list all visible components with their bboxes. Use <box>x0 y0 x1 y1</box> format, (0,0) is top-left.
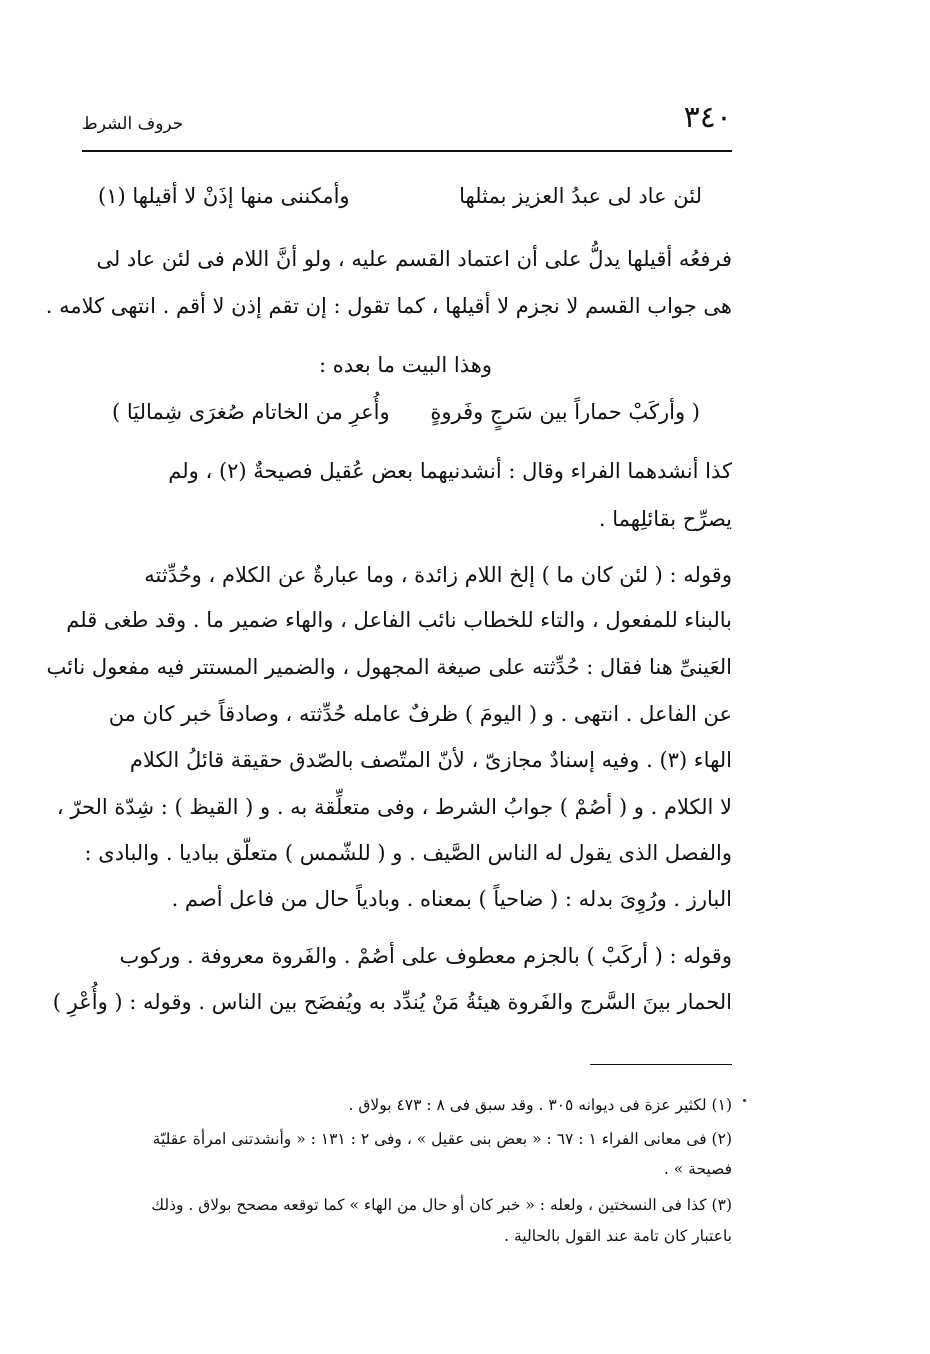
para3-line-2: بالبناء للمفعول ، والتاء للخطاب نائب الفاعل ، والهاء ضمير ما . وقد طغى قلم <box>66 608 732 632</box>
para3-line-6: لا الكلام . و ( أصُمْ ) جوابُ الشرط ، وفى متعلِّقة به . و ( القيظ ) : شِدّة الحرّ ، <box>56 795 732 819</box>
para4-line-1: وقوله : ( أركَبْ ) بالجزم معطوف على أصُمْ . والفَروة معروفة . وركوب <box>119 944 732 968</box>
para1-line-1: فرفعُه أقيلها يدلُّ على أن اعتماد القسم عليه ، ولو أنَّ اللام فى لئن عاد لى <box>96 247 732 271</box>
para2-line-1: كذا أنشدهما الفراء وقال : أنشدنيهما بعض عُقيل فصيحةٌ (٢) ، ولم <box>168 459 732 483</box>
verse1-first-hemistich: لئن عاد لى عبدُ العزيز بمثلها <box>459 184 702 208</box>
intro-line: وهذا البيت ما بعده : <box>318 353 492 377</box>
footnote-separator <box>590 1064 732 1065</box>
footnote-2-line-1: (٢) فى معانى الفراء ١ : ٦٧ : « بعض بنى عقيل » ، وفى ٢ : ١٣١ : « وأنشدتنى امرأة عقليّة <box>152 1130 732 1148</box>
para3-line-5: الهاء (٣) . وفيه إسنادٌ مجازىّ ، لأنّ المتّصف بالصّدق حقيقة قائلُ الكلام <box>129 748 732 772</box>
para3-line-4: عن الفاعل . انتهى . و ( اليومَ ) ظرفٌ عامله حُدِّثته ، وصادقاً خبر كان من <box>108 702 732 726</box>
page-header <box>82 100 732 152</box>
verse2-first-hemistich: ( وأركَبْ حماراً بين سَرجٍ وفَروةٍ <box>430 400 700 424</box>
footnote-3-line-2: باعتبار كان تامة عند القول بالحالية . <box>504 1227 732 1245</box>
para3-line-1: وقوله : ( لئن كان ما ) إلخ اللام زائدة ، وما عبارةٌ عن الكلام ، وحُدِّثته <box>144 563 732 587</box>
para1-line-2: هى جواب القسم لا نجزم لا أقيلها ، كما تقول : إن تقم إذن لا أقم . انتهى كلامه . <box>45 294 732 318</box>
verse2-second-hemistich: وأُعرِ من الخاتام صُغرَى شِماليَا ) <box>112 400 390 424</box>
para2-line-2: يصرِّح بقائلِهما . <box>598 507 732 531</box>
page-number: ٣٤٠ <box>683 100 732 135</box>
para3-line-3: العَينىِّ هنا فقال : حُدِّثته على صيغة المجهول ، والضمير المستتر فيه مفعول نائب <box>46 655 732 679</box>
running-title: حروف الشرط <box>82 114 184 134</box>
scan-speck <box>743 1099 746 1102</box>
para3-line-8: البارز . ورُوِىَ بدله : ( ضاحياً ) بمعناه . وبادياً حال من فاعل أصم . <box>171 887 732 911</box>
footnote-1: (١) لكثير عزة فى ديوانه ٣٠٥ . وقد سبق فى ٨ : ٤٧٣ بولاق . <box>348 1096 732 1114</box>
para3-line-7: والفصل الذى يقول له الناس الصَّيف . و ( للشّمس ) متعلّق بباديا . والبادى : <box>84 841 732 865</box>
footnote-2-line-2: فصيحة » . <box>663 1160 732 1178</box>
footnote-3-line-1: (٣) كذا فى النسختين ، ولعله : « خبر كان أو حال من الهاء » كما توقعه مصحح بولاق . وذلك <box>151 1196 732 1214</box>
para4-line-2: الحمار بينَ السَّرج والفَروة هيئةُ مَنْ يُندِّد به ويُفضَح بين الناس . وقوله : ( وأُعْرِ ) <box>52 990 732 1014</box>
verse1-second-hemistich: وأمكننى منها إذَنْ لا أقيلها (١) <box>98 184 350 208</box>
